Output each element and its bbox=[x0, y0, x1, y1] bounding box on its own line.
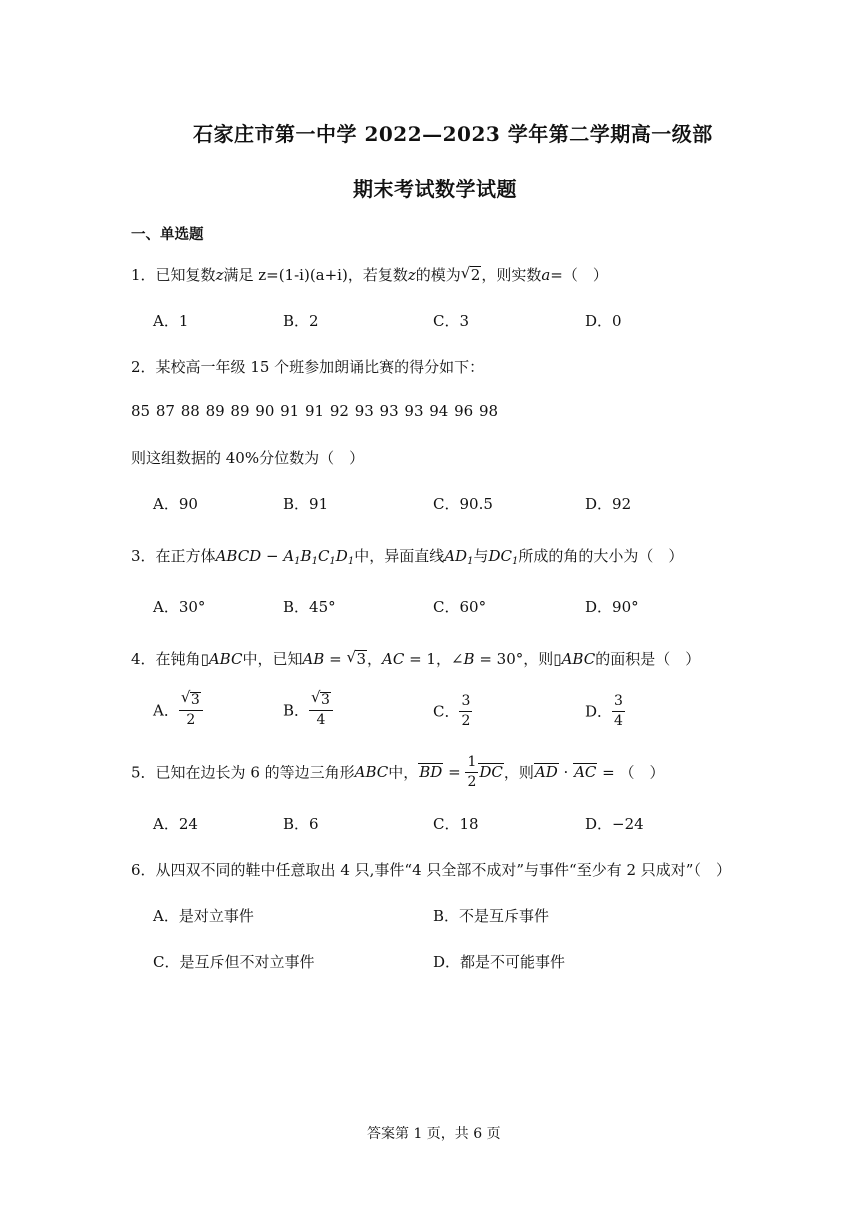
question-text: ，则实数 bbox=[481, 266, 542, 284]
math-var: z bbox=[215, 266, 224, 284]
question-text: ，则 bbox=[523, 650, 554, 668]
fraction-half: $\frac{1}{2}$ bbox=[467, 754, 477, 790]
question-text: 所成的角的大小为（ ） bbox=[518, 547, 684, 565]
question-text: 与 bbox=[473, 547, 489, 565]
question-text: 中，异面直线 bbox=[354, 547, 445, 565]
radical-icon: √ bbox=[180, 688, 191, 706]
equals-sign: = bbox=[324, 650, 347, 668]
option-d: D．92 bbox=[585, 495, 632, 513]
question-2-ask: 则这组数据的 40%分位数为（ ） bbox=[131, 449, 365, 467]
option-a: A．1 bbox=[153, 312, 189, 330]
option-a: A． √ 3 2 bbox=[153, 692, 203, 728]
option-d: D． $\frac{3}{4}$ bbox=[585, 693, 623, 729]
line-ad1: $AD_1$ bbox=[444, 547, 474, 567]
separator: ， bbox=[366, 650, 382, 668]
sqrt-expression bbox=[346, 650, 367, 668]
vertex-a1: $A_1$ bbox=[283, 547, 301, 567]
sqrt-argument: 3 bbox=[356, 650, 366, 668]
option-b: B．不是互斥事件 bbox=[433, 907, 550, 925]
question-text: 中， bbox=[388, 763, 419, 782]
option-d: D．90° bbox=[585, 598, 639, 616]
question-2 bbox=[131, 356, 484, 377]
triangle-symbol: ▯ bbox=[553, 650, 562, 668]
question-text: 已知在边长为 6 的等边三角形 bbox=[155, 763, 355, 782]
exam-title-line2: 期末考试数学试题 bbox=[353, 177, 517, 201]
question-number: 5． bbox=[131, 763, 156, 782]
triangle-symbol: ▯ bbox=[200, 650, 209, 668]
question-text: 在正方体 bbox=[155, 547, 216, 565]
option-c: C．3 bbox=[433, 312, 470, 330]
equals-sign: = bbox=[443, 763, 466, 782]
cube-name: ABCD bbox=[215, 547, 262, 565]
sqrt-expression: √ 3 bbox=[311, 688, 330, 708]
question-text: 从四双不同的鞋中任意取出 4 只,事件“4 只全部不成对”与事件“至少有 2 只成对”（ ） bbox=[155, 861, 731, 879]
option-d: D．0 bbox=[585, 312, 622, 330]
option-b: B．2 bbox=[283, 312, 319, 330]
question-number: 3． bbox=[131, 547, 156, 565]
question-6 bbox=[131, 859, 731, 880]
option-c: C．18 bbox=[433, 815, 479, 833]
question-text: 的模为 bbox=[415, 266, 461, 284]
line-dc1: $DC_1$ bbox=[488, 547, 519, 567]
sqrt-expression: √ 3 bbox=[180, 688, 200, 708]
triangle-name: ABC bbox=[208, 650, 243, 668]
option-a: A．30° bbox=[153, 598, 206, 616]
math-var: z bbox=[407, 266, 416, 284]
fraction: $\frac{3}{4}$ bbox=[614, 693, 623, 729]
section-heading: 一、单选题 bbox=[131, 226, 204, 243]
question-number: 6． bbox=[131, 861, 156, 879]
question-text: 满足 z=(1-i)(a+i)，若复数 bbox=[223, 266, 408, 284]
question-text: 已知复数 bbox=[155, 266, 216, 284]
side-ac: AC bbox=[382, 650, 405, 668]
vector-bd: BD bbox=[419, 763, 443, 782]
minus-sign: − bbox=[261, 547, 284, 565]
vertex-c1: $C_1$ bbox=[317, 547, 336, 567]
vertex-d1: $D_1$ bbox=[335, 547, 355, 567]
dot-product-sign: · bbox=[558, 763, 574, 782]
fraction: $\frac{3}{2}$ bbox=[461, 693, 471, 729]
option-b: B．6 bbox=[283, 815, 319, 833]
sqrt-argument: 2 bbox=[470, 266, 481, 284]
radical-icon: √ bbox=[346, 648, 356, 666]
question-3 bbox=[131, 545, 683, 567]
option-b: B．45° bbox=[283, 598, 336, 616]
vector-ac: AC bbox=[574, 763, 597, 782]
question-text: 在钝角 bbox=[155, 650, 201, 668]
page-footer: 答案第 1 页，共 6 页 bbox=[367, 1126, 501, 1142]
option-c: C．60° bbox=[433, 598, 487, 616]
vector-dc: DC bbox=[479, 763, 503, 782]
question-number: 4． bbox=[131, 650, 156, 668]
option-a: A．90 bbox=[153, 495, 198, 513]
fraction: √ 3 4 bbox=[309, 692, 333, 728]
question-number: 1． bbox=[131, 266, 156, 284]
option-b: B． √ 3 4 bbox=[283, 692, 333, 728]
option-d: D．−24 bbox=[585, 815, 644, 833]
side-ab: AB bbox=[302, 650, 325, 668]
option-a: A．是对立事件 bbox=[153, 907, 254, 925]
sqrt-expression bbox=[461, 266, 482, 284]
option-c: C． $\frac{3}{2}$ bbox=[433, 693, 471, 729]
question-text: 某校高一年级 15 个班参加朗诵比赛的得分如下： bbox=[155, 358, 485, 376]
side-ac-value: = 1， bbox=[404, 650, 451, 668]
angle-icon: ∠ bbox=[450, 650, 464, 668]
angle-b: B bbox=[463, 650, 475, 668]
fraction: √ 3 2 bbox=[179, 692, 203, 728]
question-text: 的面积是（ ） bbox=[595, 650, 701, 668]
question-text: ，则 bbox=[503, 763, 534, 782]
math-var: a bbox=[541, 266, 551, 284]
question-text: = （ ） bbox=[597, 763, 665, 782]
option-c: C．是互斥但不对立事件 bbox=[153, 953, 315, 971]
question-1 bbox=[131, 264, 608, 285]
angle-b-value: = 30° bbox=[474, 650, 524, 668]
triangle-name: ABC bbox=[354, 763, 389, 782]
option-d: D．都是不可能事件 bbox=[433, 953, 566, 971]
exam-title-line1: 石家庄市第一中学 2022—2023 学年第二学期高一级部 bbox=[193, 122, 713, 146]
vector-ad: AD bbox=[534, 763, 558, 782]
radical-icon: √ bbox=[311, 688, 321, 706]
option-c: C．90.5 bbox=[433, 495, 493, 513]
radical-icon: √ bbox=[460, 264, 471, 282]
question-4 bbox=[131, 648, 700, 669]
option-a: A．24 bbox=[153, 815, 198, 833]
vertex-b1: $B_1$ bbox=[300, 547, 318, 567]
question-number: 2． bbox=[131, 358, 156, 376]
triangle-name: ABC bbox=[561, 650, 596, 668]
question-5 bbox=[131, 755, 665, 789]
question-text: =（ ） bbox=[550, 266, 608, 284]
question-text: 中，已知 bbox=[242, 650, 303, 668]
option-b: B．91 bbox=[283, 495, 329, 513]
score-list: 85 87 88 89 89 90 91 91 92 93 93 93 94 96 98 bbox=[131, 402, 499, 420]
